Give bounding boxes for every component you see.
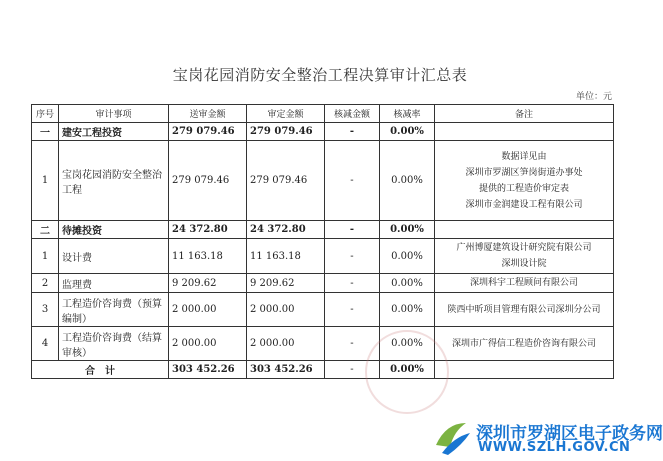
official-seal-stamp	[365, 330, 449, 414]
watermark-url: WWW.SZLH.GOV.CN	[478, 440, 631, 455]
row-rate: 0.00%	[380, 221, 435, 239]
row-index: 二	[32, 221, 59, 239]
row-item: 建安工程投资	[59, 123, 169, 141]
row-note	[435, 239, 614, 274]
row-reduced: -	[325, 327, 380, 361]
audit-summary-table	[31, 104, 614, 379]
row-note	[435, 141, 614, 221]
row-reduced: -	[325, 123, 380, 141]
total-note	[435, 361, 614, 379]
row-reduced: -	[325, 239, 380, 274]
table-row	[32, 239, 614, 274]
row-approved: 279 079.46	[247, 141, 325, 221]
row-approved: 11 163.18	[247, 239, 325, 274]
table-total-row	[32, 361, 614, 379]
total-label: 合 计	[32, 361, 169, 379]
row-item: 工程造价咨询费（结算审核）	[59, 327, 169, 361]
total-submitted: 303 452.26	[169, 361, 247, 379]
total-rate: 0.00%	[380, 361, 435, 379]
watermark-site-name: 深圳市罗湖区电子政务网	[476, 424, 663, 444]
row-note	[435, 221, 614, 239]
row-submitted: 2 000.00	[169, 327, 247, 361]
header-reduced: 核减金额	[325, 105, 380, 123]
row-item: 工程造价咨询费（预算编制）	[59, 293, 169, 327]
row-index: 4	[32, 327, 59, 361]
row-item: 待摊投资	[59, 221, 169, 239]
row-submitted: 9 209.62	[169, 274, 247, 293]
header-submitted: 送审金额	[169, 105, 247, 123]
header-item: 审计事项	[59, 105, 169, 123]
note-line: 深圳市罗湖区笋岗街道办事处	[465, 167, 583, 178]
site-watermark	[432, 415, 663, 461]
row-submitted: 24 372.80	[169, 221, 247, 239]
header-note: 备注	[435, 105, 614, 123]
table-row	[32, 327, 614, 361]
row-note	[435, 274, 614, 293]
note-line: 提供的工程造价审定表	[478, 183, 569, 194]
row-approved: 9 209.62	[247, 274, 325, 293]
row-approved: 2 000.00	[247, 293, 325, 327]
note-line: 陕西中昕项目管理有限公司深圳分公司	[447, 304, 601, 315]
row-submitted: 279 079.46	[169, 123, 247, 141]
total-approved: 303 452.26	[247, 361, 325, 379]
unit-label: 单位：元	[575, 92, 612, 102]
table-row	[32, 274, 614, 293]
note-line: 数据详见由	[501, 151, 547, 162]
table-row	[32, 293, 614, 327]
table-row	[32, 221, 614, 239]
row-rate: 0.00%	[380, 293, 435, 327]
row-submitted: 2 000.00	[169, 293, 247, 327]
total-reduced: -	[325, 361, 380, 379]
header-approved: 审定金额	[247, 105, 325, 123]
note-line: 广州博厦建筑设计研究院有限公司	[456, 243, 592, 253]
row-index: 1	[32, 239, 59, 274]
row-note	[435, 123, 614, 141]
row-rate: 0.00%	[380, 274, 435, 293]
row-submitted: 279 079.46	[169, 141, 247, 221]
table-header-row	[32, 105, 614, 123]
row-index: 2	[32, 274, 59, 293]
table-row	[32, 123, 614, 141]
document-title: 宝岗花园消防安全整治工程决算审计汇总表	[172, 66, 468, 84]
row-item: 监理费	[59, 274, 169, 293]
row-rate: 0.00%	[380, 327, 435, 361]
note-line: 深圳市金润建设工程有限公司	[465, 199, 583, 210]
note-line: 深圳设计院	[501, 259, 547, 269]
row-index: 1	[32, 141, 59, 221]
row-submitted: 11 163.18	[169, 239, 247, 274]
header-rate: 核减率	[380, 105, 435, 123]
row-rate: 0.00%	[380, 123, 435, 141]
row-note	[435, 293, 614, 327]
note-line: 深圳科宇工程顾问有限公司	[469, 278, 578, 288]
table-body	[32, 123, 614, 379]
row-item: 设计费	[59, 239, 169, 274]
row-reduced: -	[325, 141, 380, 221]
row-rate: 0.00%	[380, 141, 435, 221]
row-approved: 24 372.80	[247, 221, 325, 239]
row-approved: 2 000.00	[247, 327, 325, 361]
table-row	[32, 141, 614, 221]
row-reduced: -	[325, 293, 380, 327]
row-index: 3	[32, 293, 59, 327]
row-note	[435, 327, 614, 361]
row-approved: 279 079.46	[247, 123, 325, 141]
row-rate: 0.00%	[380, 239, 435, 274]
note-line: 深圳市广得信工程造价咨询有限公司	[451, 338, 596, 349]
header-index: 序号	[32, 105, 59, 123]
szlh-logo-icon	[432, 417, 472, 457]
row-item: 宝岗花园消防安全整治工程	[59, 141, 169, 221]
row-reduced: -	[325, 274, 380, 293]
row-reduced: -	[325, 221, 380, 239]
row-index: 一	[32, 123, 59, 141]
